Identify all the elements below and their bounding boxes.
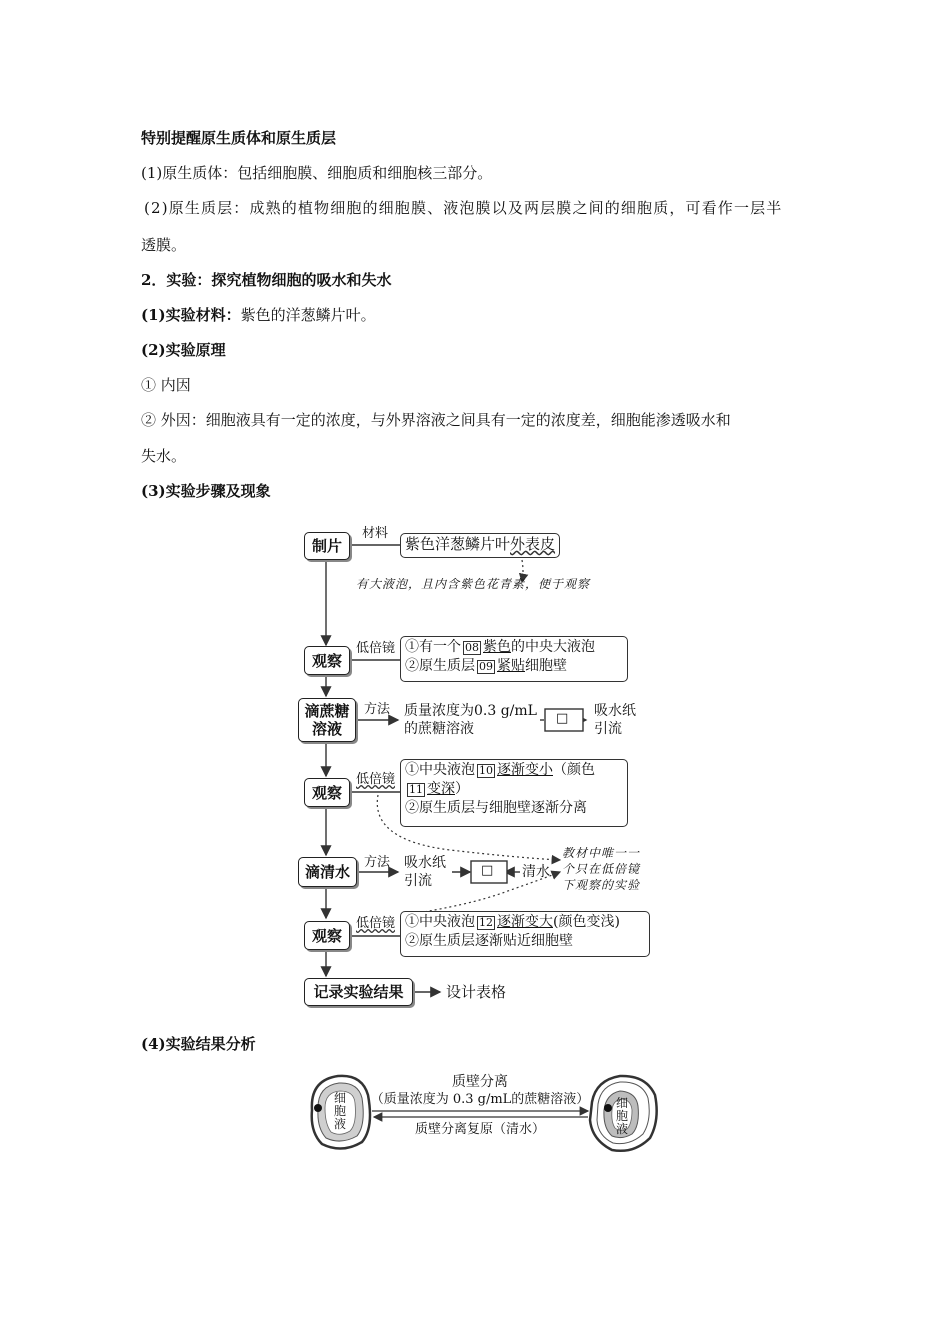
material-label: 材料 — [362, 526, 389, 541]
text: ②原生质层与细胞壁逐渐分离 — [405, 800, 587, 816]
deplasmolysis-label: 质壁分离复原（清水） — [414, 1122, 545, 1137]
answer: 逐渐变小 — [497, 762, 553, 778]
step-record-results: 记录实验结果 — [304, 978, 413, 1006]
step-observe-2: 观察 — [304, 778, 350, 807]
material-emphasis: 外表皮 — [510, 535, 556, 553]
absorb-line-1: 吸水纸 — [594, 703, 636, 719]
handwritten-note-line: 教材中唯一一 — [562, 846, 641, 860]
square-glyph: □ — [481, 863, 494, 878]
text: (颜色变浅) — [553, 914, 620, 930]
absorb-line-2: 引流 — [404, 873, 432, 889]
cell-sap-label-right: 细胞液 — [616, 1096, 629, 1136]
design-table-label: 设计表格 — [446, 983, 507, 1001]
sucrose-line-2: 的蔗糖溶液 — [404, 721, 474, 737]
text: （颜色 — [553, 762, 595, 778]
answer: 紧贴 — [497, 658, 525, 674]
paragraph: (2)原生质层：成熟的植物细胞的细胞膜、液泡膜以及两层膜之间的细胞质，可看作一层半 — [144, 199, 783, 217]
text: ①中央液泡 — [405, 762, 475, 778]
handwritten-note-line: 个只在低倍镜 — [562, 862, 641, 876]
absorb-line-1: 吸水纸 — [404, 855, 446, 871]
section-heading: 2．实验：探究植物细胞的吸水和失水 — [141, 271, 392, 289]
section-heading: 特别提醒原生质体和原生质层 — [141, 129, 337, 147]
lens-label: 低倍镜 — [356, 916, 396, 931]
water-label: 清水 — [522, 864, 550, 880]
blank-number: 08 — [465, 641, 479, 654]
lens-label: 低倍镜 — [356, 641, 396, 656]
handwritten-note-line: 下观察的实验 — [562, 878, 641, 892]
subheading: (3)实验步骤及现象 — [141, 482, 271, 500]
text: ①有一个 — [405, 639, 461, 655]
subheading: (4)实验结果分析 — [141, 1035, 256, 1053]
text: 的中央大液泡 — [511, 639, 595, 655]
absorb-line-2: 引流 — [594, 721, 622, 737]
answer: 逐渐变大 — [497, 914, 553, 930]
paragraph: (1)原生质体：包括细胞膜、细胞质和细胞核三部分。 — [141, 164, 493, 182]
method-label: 方法 — [364, 855, 391, 870]
label: (1)实验材料： — [141, 306, 241, 324]
answer: 紫色 — [483, 639, 511, 655]
list-item: ② 外因：细胞液具有一定的浓度，与外界溶液之间具有一定的浓度差，细胞能渗透吸水和 — [141, 411, 731, 429]
method-label: 方法 — [364, 702, 391, 717]
value: 紫色的洋葱鳞片叶。 — [240, 306, 376, 324]
answer: 变深 — [427, 781, 455, 797]
handwritten-note: 有大液泡，且内含紫色花青素，便于观察 — [356, 577, 591, 591]
lens-label: 低倍镜 — [356, 772, 396, 787]
cell-sap-label-left: 细胞液 — [334, 1091, 347, 1131]
plasmolysis-label: 质壁分离 — [452, 1074, 508, 1090]
text: ②原生质层逐渐贴近细胞壁 — [405, 933, 573, 949]
square-glyph: □ — [556, 711, 569, 726]
step-observe-1: 观察 — [304, 646, 350, 675]
material-text: 紫色洋葱鳞片叶 — [405, 535, 511, 553]
text: ） — [455, 781, 469, 797]
step-add-water: 滴清水 — [298, 857, 357, 887]
text: ①中央液泡 — [405, 914, 475, 930]
sucrose-line-1: 质量浓度为0.3 g/mL — [404, 703, 537, 719]
nucleus — [314, 1104, 322, 1112]
paragraph: 透膜。 — [141, 236, 187, 254]
subheading: (2)实验原理 — [141, 341, 226, 359]
step-observe-3: 观察 — [304, 921, 350, 950]
blank-number: 09 — [479, 660, 493, 673]
step-line: 溶液 — [311, 720, 342, 738]
text: ②原生质层 — [405, 658, 475, 674]
nucleus — [604, 1104, 612, 1112]
paragraph: 失水。 — [141, 447, 187, 465]
plasmolysis-condition: （质量浓度为 0.3 g/mL的蔗糖溶液） — [370, 1092, 590, 1107]
text: 细胞壁 — [525, 658, 567, 674]
blank-number: 11 — [409, 783, 423, 796]
list-item: ① 内因 — [141, 376, 191, 394]
blank-number: 12 — [479, 916, 493, 929]
step-line: 滴蔗糖 — [304, 702, 350, 720]
blank-number: 10 — [479, 764, 493, 777]
step-make-slide: 制片 — [304, 532, 350, 560]
